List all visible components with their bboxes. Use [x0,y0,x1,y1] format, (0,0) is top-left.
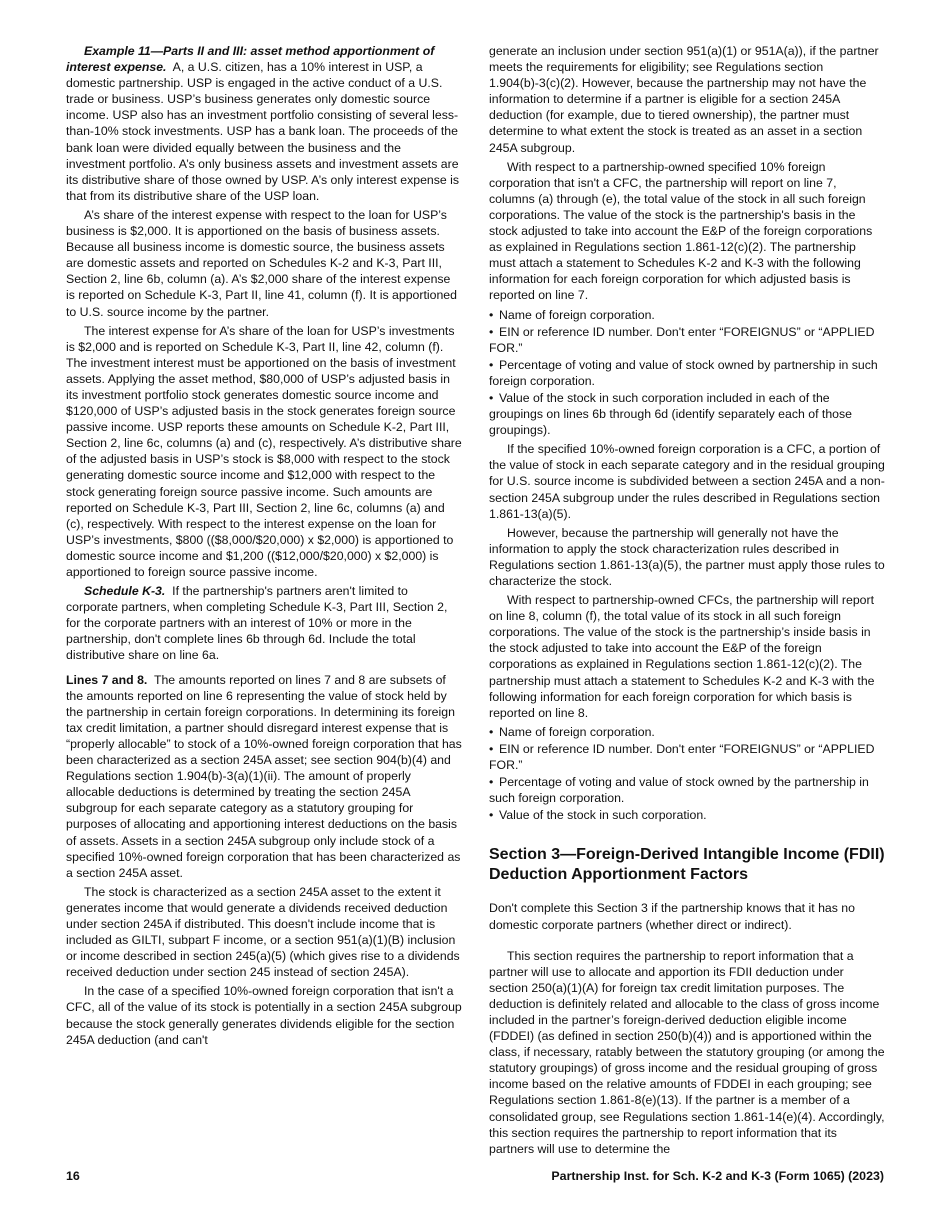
list-item: • Percentage of voting and value of stock owned by partnership in such foreign corporation. [489,357,885,389]
non-cfc-stock-paragraph: In the case of a specified 10%-owned foreign corporation that isn't a CFC, all of the value of its stock is potentially in a section 245A subgroup because the stock generally generates dividends eligible for the section 245A deduction (and can't [66,984,462,1047]
cfc-subdivision-paragraph: If the specified 10%-owned foreign corporation is a CFC, a portion of the value of stock in each separate category and in the residual grouping for U.S. source income is subdivided between a section 245A and a non-section 245A subgroup under the rules described in Regulations section 1.861-13(a)(5). [489,442,885,521]
partner-characterization-paragraph: However, because the partnership will generally not have the information to apply the stock characterization rules described in Regulations section 1.861-13(a)(5), the partner must apply those rules to characterize the stock. [489,525,885,588]
non-cfc-reporting-paragraph: With respect to a partnership-owned specified 10% foreign corporation that isn't a CFC, the partnership will report on line 7, columns (a) through (e), the total value of the stock in all such foreign corporations. The value of the stock is the partnership's basis in the stock adjusted to take into account the E&P of the foreign corporations as explained in Regulations section 1.861-12(c)(2). The partnership must attach a statement to Schedules K-2 and K-3 with the following information for each foreign corporation for which adjusted basis is reported on line 7. [489,159,873,303]
schedule-k3-paragraph [66,583,462,663]
section-3-body: This section requires the partnership to report information that a partner will use to allocate and apportion its FDII deduction under section 250(a)(1)(A) for foreign tax credit limitation purposes. The deduction is definitely related and allocable to the class of gross income included in the partner’s foreign-derived deduction eligible income (FDDEI) (as defined in section 250(b)(4)) and is apportioned within the class, if necessary, ratably between the statutory grouping (or among the statutory groupings) of gross income and the residual grouping of gross income based on the relative amounts of FDDEI in each grouping; see Regulations section 1.861-8(e)(13). If the partner is a member of a consolidated group, see Regulations section 1.861-14(e)(4). Accordingly, this section requires the partnership to report information that its partners will use to determine the [489,948,885,1156]
lines-7-8-heading: Lines 7 and 8. [66,672,148,687]
example-11-text: A, a U.S. citizen, has a 10% interest in USP, a domestic partnership. USP is engaged in the active conduct of a U.S. trade or business. USP’s business generates only domestic source income. USP also has an investment portfolio consisting of several less-than-10% stock investments. USP has a bank loan. The proceeds of the bank loan were divided equally between the business and the investment portfolio. A’s only business assets and investment assets are its distributive share of those owned by USP. A’s only interest expense is that from its distributive share of the USP loan. [66,60,460,203]
schedule-k3-text: If the partnership's partners aren't limited to corporate partners, when completing Schedule K-3, Part III, Section 2, for the corporate partners with an interest of 10% or more in the partnership, don't complete lines 6b through 6d. Include the total distributive share on line 6a. [66,584,448,663]
list-item: • EIN or reference ID number. Don't enter “FOREIGNUS” or “APPLIED FOR.” [489,324,885,356]
list-item: • Value of the stock in such corporation included in each of the groupings on lines 6b through 6d (identify separately each of those groupings). [489,390,885,438]
schedule-k3-heading: Schedule K-3. [84,584,166,599]
list-item: • EIN or reference ID number. Don't enter “FOREIGNUS” or “APPLIED FOR.” [489,741,885,773]
section-3-intro: Don't complete this Section 3 if the partnership knows that it has no domestic corporate partners (whether direct or indirect). [489,901,855,932]
statement-list-line-7 [489,307,885,439]
list-item: • Name of foreign corporation. [489,724,885,740]
list-item: • Value of the stock in such corporation. [489,807,885,823]
continued-paragraph: generate an inclusion under section 951(a)(1) or 951A(a)), if the partner meets the requirements for eligibility; see Regulations section 1.904(b)-3(c)(2). However, because the partnership may not have the information to determine if a partner is eligible for a section 245A deduction (for example, due to tiered ownership), the partner must determine to what extent the stock is treated as an asset in a section 245A subgroup. [489,44,879,155]
investment-interest-paragraph: The interest expense for A’s share of the loan for USP’s investments is $2,000 and is reported on Schedule K-3, Part II, line 42, column (f). The investment interest must be apportioned on the basis of investment assets. Applying the asset method, $80,000 of USP’s adjusted basis in its investment portfolio stock generates domestic source income and $120,000 of USP’s adjusted basis in the stock generates foreign source passive income. USP reports these amounts on Schedule K-2, Part III, Section 2, line 6c, columns (a) and (c), respectively. A’s distributive share of the adjusted basis in USP’s stock is $8,000 with respect to the stock generating domestic source income and $12,000 with respect to the stock generating foreign source passive income. Such amounts are reported on Schedule K-3, Part III, Section 2, line 6c, columns (a) and (c), respectively. With respect to the interest expense on the loan for USP’s investments, $800 (($8,000/$20,000) x $2,000) is apportioned to domestic source income and $1,200 (($12,000/$20,000) x $2,000) is apportioned to foreign source passive income. [66,323,462,579]
right-column [489,43,885,1160]
section-3-heading: Section 3—Foreign-Derived Intangible Income (FDII) Deduction Apportionment Factors [489,846,885,884]
footer-title: Partnership Inst. for Sch. K-2 and K-3 (Form 1065) (2023) [551,1169,884,1183]
section-245a-asset-paragraph: The stock is characterized as a section 245A asset to the extent it generates income that would generate a dividends received deduction under section 245A if distributed. This doesn't include income that is included as GILTI, subpart F income, or a section 951(a)(1)(B) inclusion or income described in section 245(a)(5) (which gives rise to a dividends received deduction under section 245 instead of section 245A). [66,884,460,980]
lines-7-8-paragraph [66,672,462,881]
list-item: • Percentage of voting and value of stock owned by the partnership in such foreign corporation. [489,774,885,806]
cfc-reporting-paragraph: With respect to partnership-owned CFCs, the partnership will report on line 8, column (f), the total value of its stock in all such foreign corporations. The value of the stock is the partnership’s inside basis in the stock adjusted to take into account the E&P of the foreign corporations as explained in Regulations section 1.861-12(c)(2). The partnership must attach a statement to Schedules K-2 and K-3 with the following information for each foreign corporation for which basis is reported on line 8. [489,593,875,720]
example-11-heading: Example 11—Parts II and III: asset method apportionment of interest expense. [66,44,435,75]
business-interest-paragraph: A’s share of the interest expense with respect to the loan for USP’s business is $2,000. It is apportioned on the basis of business assets. Because all business income is domestic source, the business assets are domestic assets and reported on Schedules K-2 and K-3, Part III, Section 2, line 6b, column (a). A’s $2,000 share of the interest expense is reported on Schedule K-3, Part II, line 41, column (f). It is apportioned to U.S. source income by the partner. [66,207,457,319]
left-column [66,43,462,1051]
page-number: 16 [66,1169,80,1183]
statement-list-line-8 [489,724,885,824]
lines-7-8-text: The amounts reported on lines 7 and 8 are subsets of the amounts reported on line 6 representing the value of stock held by the partnership in certain foreign corporations. In determining its foreign tax credit limitation, a partner should disregard interest expense that is “properly allocable” to stock of a 10%-owned foreign corporation that has been characterized as a section 245A asset; see section 904(b)(4) and Regulations section 1.904(b)-3(a)(1)(ii). The amount of properly allocable deductions is determined by treating the section 245A subgroup for each separate category as a statutory grouping for purposes of allocating and apportioning interest deductions on the basis of assets. Assets in a section 245A subgroup only include stock of a specified 10%-owned foreign corporation that has been characterized as a section 245A asset. [66,672,462,880]
example-11-paragraph [66,43,462,204]
list-item: • Name of foreign corporation. [489,307,885,323]
